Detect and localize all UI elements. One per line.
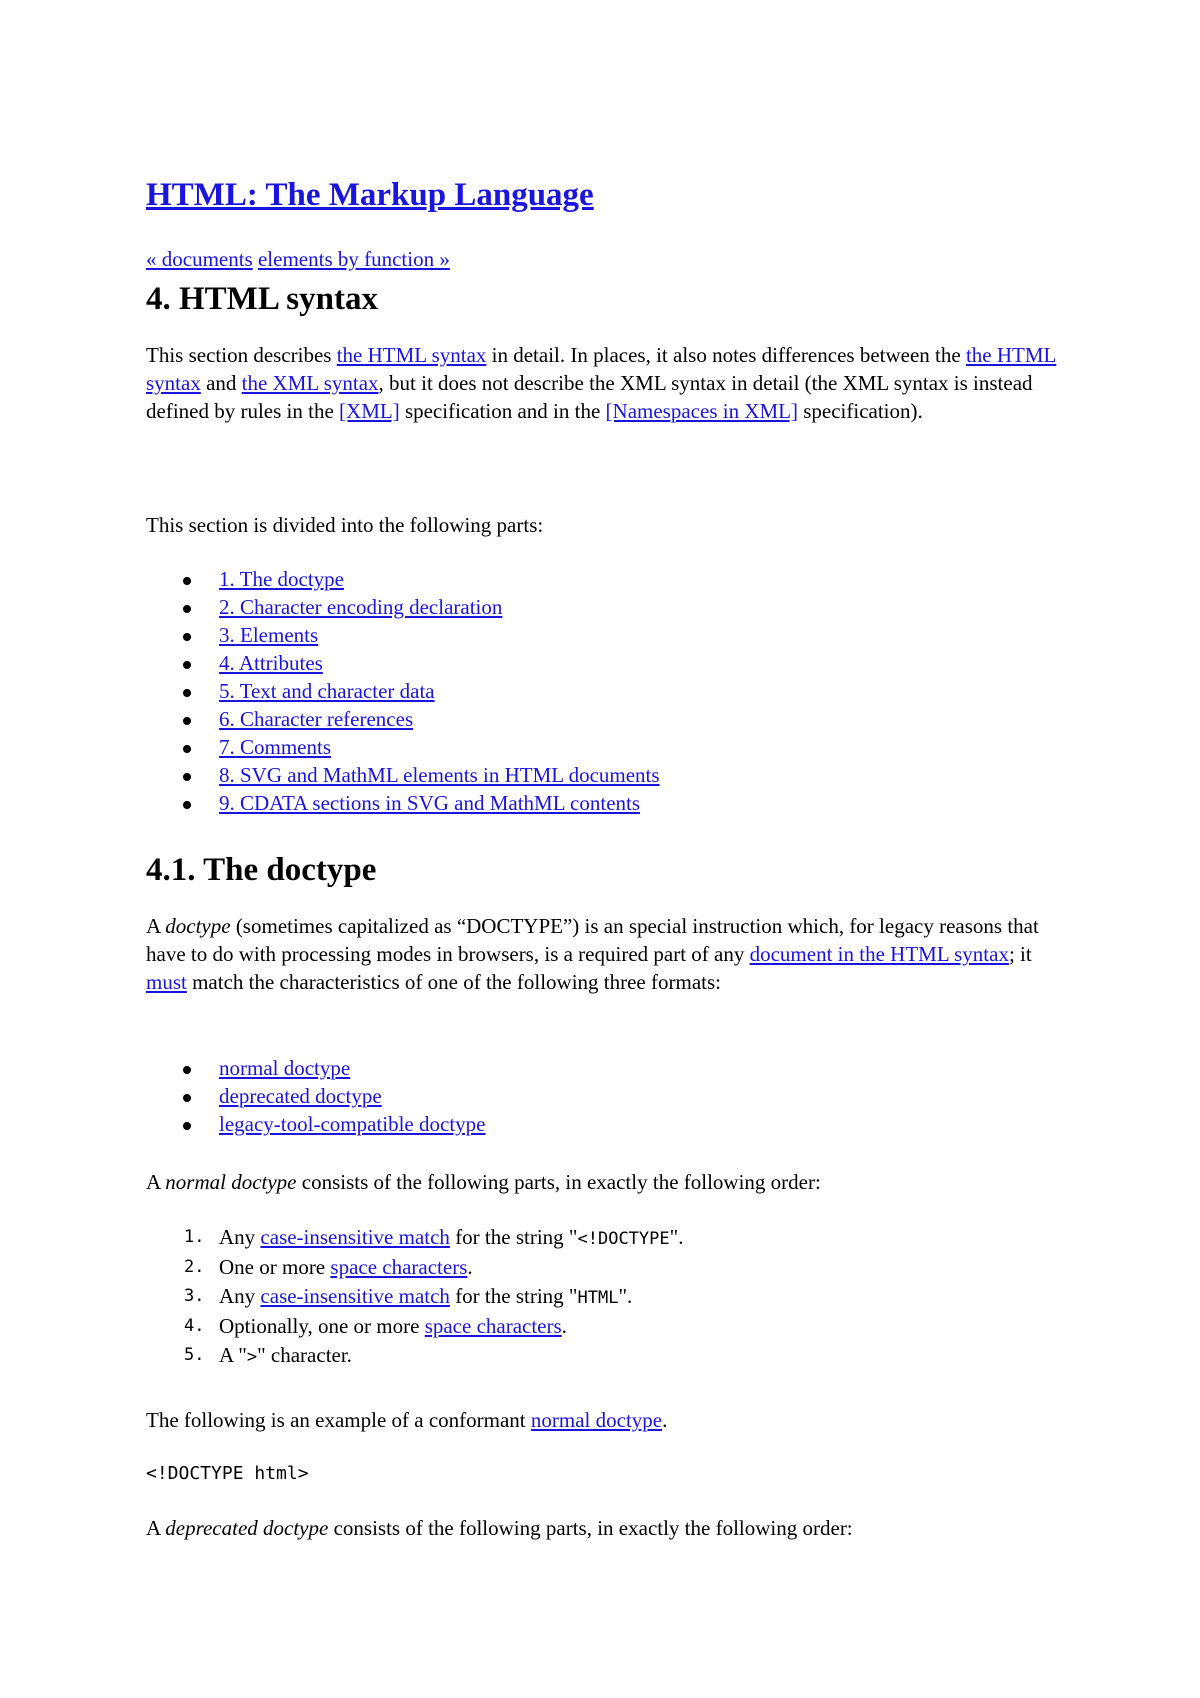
step-text: A "	[219, 1342, 247, 1367]
step-text: for the string "	[449, 1225, 578, 1249]
normal-doctype-steps	[146, 1223, 683, 1371]
normal-text: consists of the following parts, in exactly the following order:	[296, 1170, 821, 1194]
part-link[interactable]: 5. Text and character data	[219, 679, 435, 703]
example-intro-paragraph	[146, 1406, 1076, 1434]
xml-reference-link[interactable]: [XML]	[339, 399, 400, 423]
list-item	[146, 1253, 683, 1281]
space-characters-link[interactable]: space characters	[424, 1314, 562, 1339]
normal-text: A	[146, 1170, 166, 1194]
bullet-icon	[183, 1094, 191, 1102]
example-text: The following is an example of a conformant	[146, 1408, 531, 1432]
bullet-icon	[183, 717, 191, 725]
section-parts-list	[146, 565, 660, 817]
intro-text: and	[200, 371, 242, 395]
part-link[interactable]: 4. Attributes	[219, 651, 323, 675]
doctype-heading: 4.1. The doctype	[146, 852, 377, 888]
normal-doctype-term: normal doctype	[165, 1170, 297, 1194]
list-item	[146, 705, 660, 733]
example-code-block: <!DOCTYPE html>	[146, 1463, 309, 1484]
space-characters-link[interactable]: space characters	[330, 1255, 468, 1280]
namespaces-reference-link[interactable]: [Namespaces in XML]	[605, 399, 798, 423]
intro-text: in detail. In places, it also notes differences between the	[486, 343, 966, 367]
doctype-text: match the characteristics of one of the following three formats:	[186, 970, 721, 994]
list-item	[146, 565, 660, 593]
list-item	[146, 1082, 485, 1110]
html-syntax-link[interactable]: the HTML syntax	[146, 343, 1057, 395]
intro-text: specification and in the	[399, 399, 606, 423]
bullet-icon	[183, 745, 191, 753]
bullet-icon	[183, 633, 191, 641]
xml-syntax-link[interactable]: the XML syntax	[241, 371, 379, 395]
step-number: 1.	[184, 1227, 205, 1247]
case-insensitive-match-link[interactable]: case-insensitive match	[260, 1283, 450, 1308]
list-item	[146, 1312, 683, 1340]
step-text: for the string "	[449, 1283, 578, 1308]
list-item	[146, 1341, 683, 1371]
format-link[interactable]: legacy-tool-compatible doctype	[219, 1112, 486, 1136]
step-text: .	[561, 1314, 567, 1339]
must-link[interactable]: must	[146, 970, 187, 994]
parts-intro-paragraph: This section is divided into the following parts:	[146, 513, 544, 537]
bullet-icon	[183, 1122, 191, 1130]
doctype-term: doctype	[165, 914, 231, 938]
site-title-link[interactable]: HTML: The Markup Language	[146, 177, 594, 213]
part-link[interactable]: 7. Comments	[219, 735, 332, 759]
bullet-icon	[183, 801, 191, 809]
bullet-icon	[183, 605, 191, 613]
doctype-intro-paragraph	[146, 912, 1076, 996]
document-html-syntax-link[interactable]: document in the HTML syntax	[749, 942, 1009, 966]
bullet-icon	[183, 773, 191, 781]
normal-doctype-paragraph	[146, 1168, 1076, 1196]
step-text: One or more	[219, 1255, 331, 1280]
step-code: HTML	[577, 1287, 619, 1308]
section-heading: 4. HTML syntax	[146, 281, 378, 317]
step-text: Any	[219, 1225, 261, 1249]
doctype-text: (sometimes capitalized as “DOCTYPE”) is an special instruction which, for legacy reasons that have to do with processing modes in browsers, is a required part of any	[146, 914, 1039, 966]
step-text: Any	[219, 1283, 261, 1308]
section-intro-paragraph	[146, 341, 1076, 425]
format-link[interactable]: deprecated doctype	[219, 1084, 382, 1108]
doctype-text: A	[146, 914, 166, 938]
case-insensitive-match-link[interactable]: case-insensitive match	[260, 1225, 450, 1249]
list-item	[146, 1054, 485, 1082]
doctype-formats-list	[146, 1054, 485, 1138]
part-link[interactable]: 9. CDATA sections in SVG and MathML contents	[219, 791, 641, 815]
step-code: >	[246, 1346, 258, 1367]
list-item	[146, 789, 660, 817]
part-link[interactable]: 1. The doctype	[219, 567, 344, 591]
doctype-text: ; it	[1008, 942, 1032, 966]
step-number: 2.	[184, 1257, 205, 1278]
step-number: 5.	[184, 1344, 205, 1365]
step-text: ".	[669, 1225, 684, 1249]
step-number: 3.	[184, 1285, 205, 1306]
deprecated-doctype-term: deprecated doctype	[165, 1516, 329, 1540]
step-number: 4.	[184, 1316, 205, 1337]
bullet-icon	[183, 577, 191, 585]
list-item	[146, 761, 660, 789]
deprecated-text: consists of the following parts, in exactly the following order:	[328, 1516, 853, 1540]
part-link[interactable]: 8. SVG and MathML elements in HTML documents	[219, 763, 660, 787]
bullet-icon	[183, 1066, 191, 1074]
list-item	[146, 1223, 683, 1253]
part-link[interactable]: 2. Character encoding declaration	[219, 595, 503, 619]
list-item	[146, 621, 660, 649]
list-item	[146, 677, 660, 705]
normal-doctype-link[interactable]: normal doctype	[530, 1408, 663, 1432]
site-title	[146, 172, 594, 218]
step-text: ".	[618, 1283, 633, 1308]
intro-text: , but it does not describe the XML syntax in detail (the XML syntax is instead defined by rules in the	[146, 371, 1033, 423]
prev-next-nav	[146, 245, 450, 273]
nav-prev-link[interactable]: « documents	[146, 247, 253, 271]
step-code: <!DOCTYPE	[577, 1229, 670, 1249]
step-text: .	[467, 1255, 473, 1280]
deprecated-doctype-paragraph	[146, 1514, 1076, 1542]
list-item	[146, 1282, 683, 1312]
step-text: Optionally, one or more	[219, 1314, 425, 1339]
list-item	[146, 593, 660, 621]
step-text: " character.	[257, 1342, 352, 1367]
deprecated-text: A	[146, 1516, 166, 1540]
bullet-icon	[183, 661, 191, 669]
format-link[interactable]: normal doctype	[219, 1056, 351, 1080]
list-item	[146, 733, 660, 761]
bullet-icon	[183, 689, 191, 697]
list-item	[146, 649, 660, 677]
example-text: .	[662, 1408, 668, 1432]
intro-text: specification).	[797, 399, 923, 423]
part-link[interactable]: 6. Character references	[219, 707, 414, 731]
part-link[interactable]: 3. Elements	[219, 623, 319, 647]
nav-next-link[interactable]: elements by function »	[257, 247, 450, 271]
intro-text: This section describes	[146, 343, 337, 367]
html-syntax-link[interactable]: the HTML syntax	[336, 343, 487, 367]
list-item	[146, 1110, 485, 1138]
